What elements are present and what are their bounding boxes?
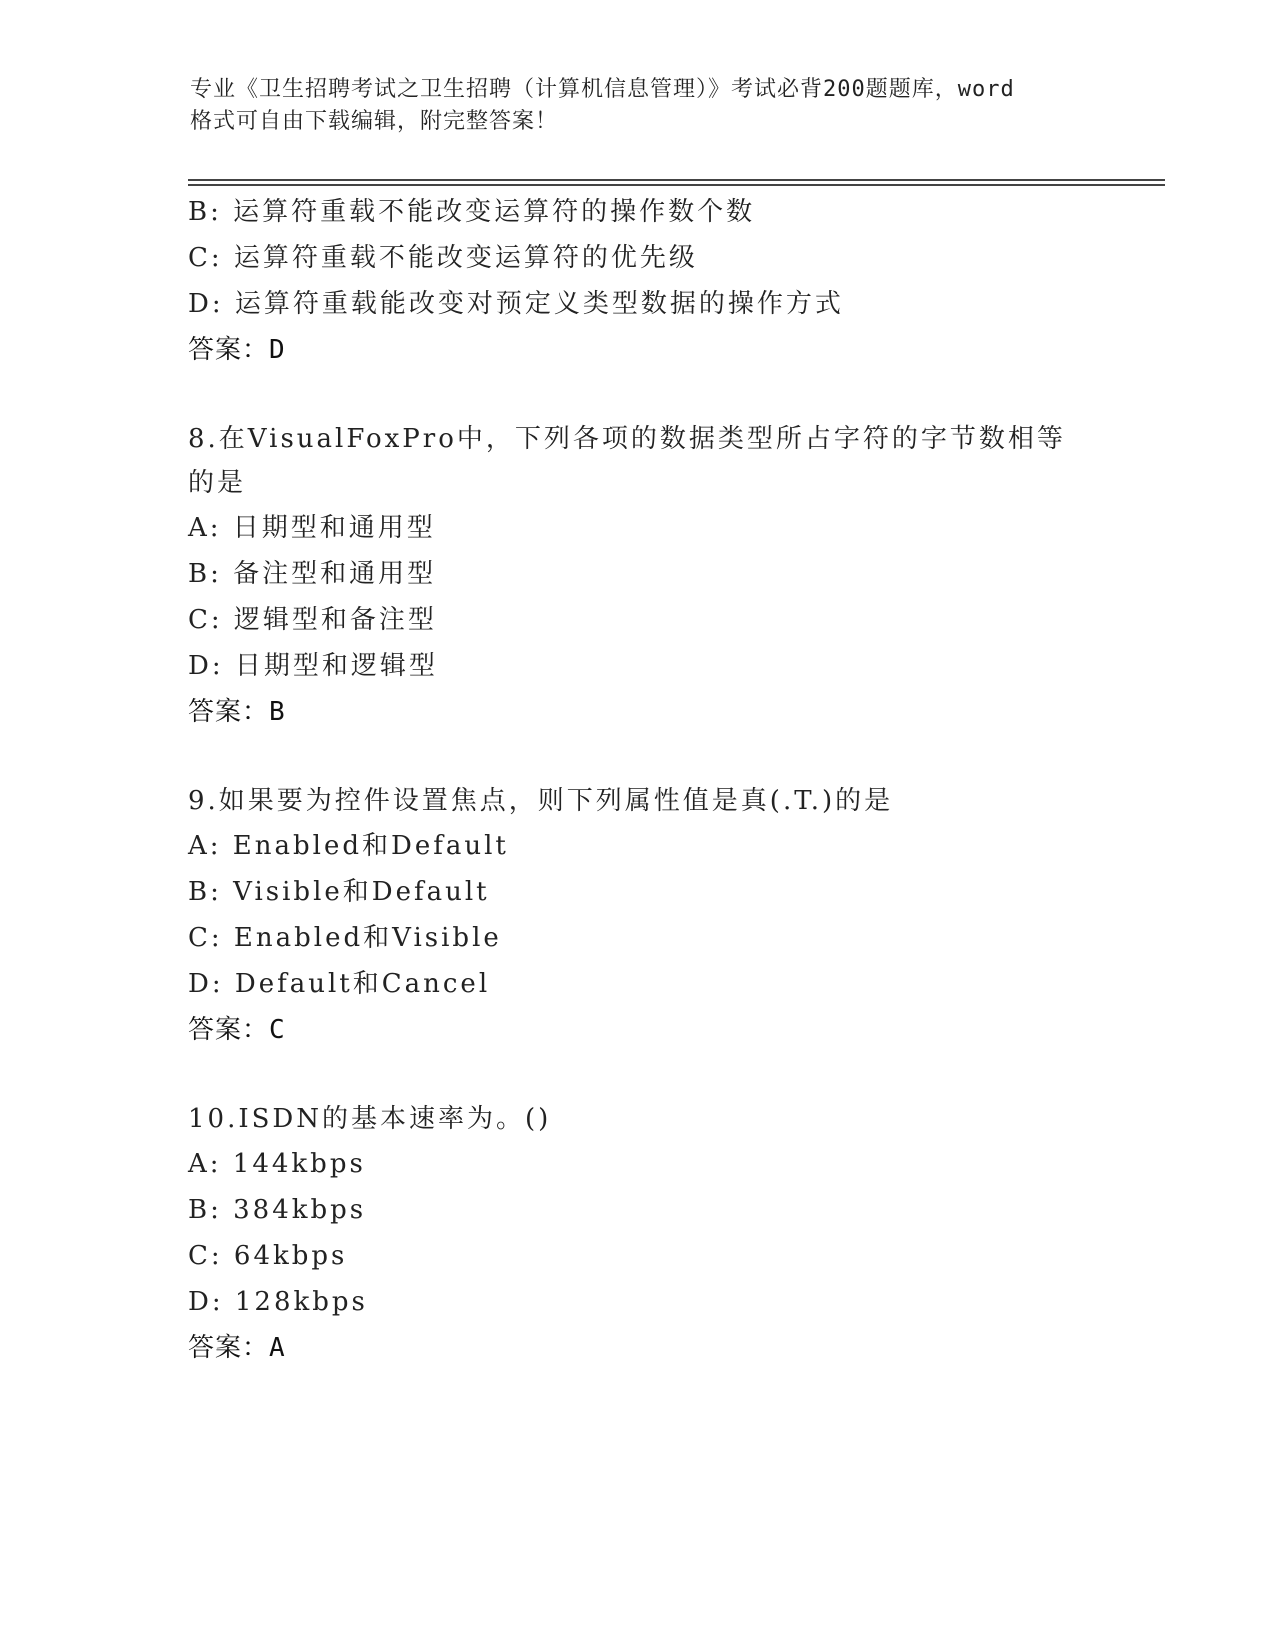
answer: 答案：A xyxy=(188,1333,286,1363)
question-text: 10.ISDN的基本速率为。() xyxy=(188,1104,552,1134)
option-c: C: Enabled和Visible xyxy=(188,923,502,953)
option-b: B: 运算符重载不能改变运算符的操作数个数 xyxy=(188,197,756,227)
question-list xyxy=(188,189,1128,1371)
option-a: A: 日期型和通用型 xyxy=(188,513,436,543)
question-7-continued xyxy=(188,189,1128,373)
option-b: B: 384kbps xyxy=(188,1195,367,1225)
option-a: A: Enabled和Default xyxy=(188,831,509,861)
option-c: C: 逻辑型和备注型 xyxy=(188,605,437,635)
header-divider-top xyxy=(188,179,1165,181)
answer: 答案：B xyxy=(188,697,286,727)
header-line-1: 专业《卫生招聘考试之卫生招聘（计算机信息管理）》考试必背200题题库，word xyxy=(190,77,1015,102)
option-c: C: 运算符重载不能改变运算符的优先级 xyxy=(188,243,698,273)
question-text: 9.如果要为控件设置焦点，则下列属性值是真(.T.)的是 xyxy=(188,786,894,816)
document-header xyxy=(190,74,1090,138)
option-b: B: Visible和Default xyxy=(188,877,490,907)
question-9 xyxy=(188,779,1128,1053)
question-10 xyxy=(188,1097,1128,1371)
header-line-2: 格式可自由下载编辑，附完整答案！ xyxy=(190,109,559,134)
option-d: D: 日期型和逻辑型 xyxy=(188,651,438,681)
option-a: A: 144kbps xyxy=(188,1149,366,1179)
question-8 xyxy=(188,417,1128,735)
option-d: D: Default和Cancel xyxy=(188,969,491,999)
option-d: D: 128kbps xyxy=(188,1287,368,1317)
header-divider-bottom xyxy=(188,184,1165,186)
answer: 答案：D xyxy=(188,335,286,365)
option-d: D: 运算符重载能改变对预定义类型数据的操作方式 xyxy=(188,289,844,319)
option-b: B: 备注型和通用型 xyxy=(188,559,437,589)
answer: 答案：C xyxy=(188,1015,286,1045)
question-text: 8.在VisualFoxPro中，下列各项的数据类型所占字符的字节数相等的是 xyxy=(188,424,1066,498)
option-c: C: 64kbps xyxy=(188,1241,348,1271)
